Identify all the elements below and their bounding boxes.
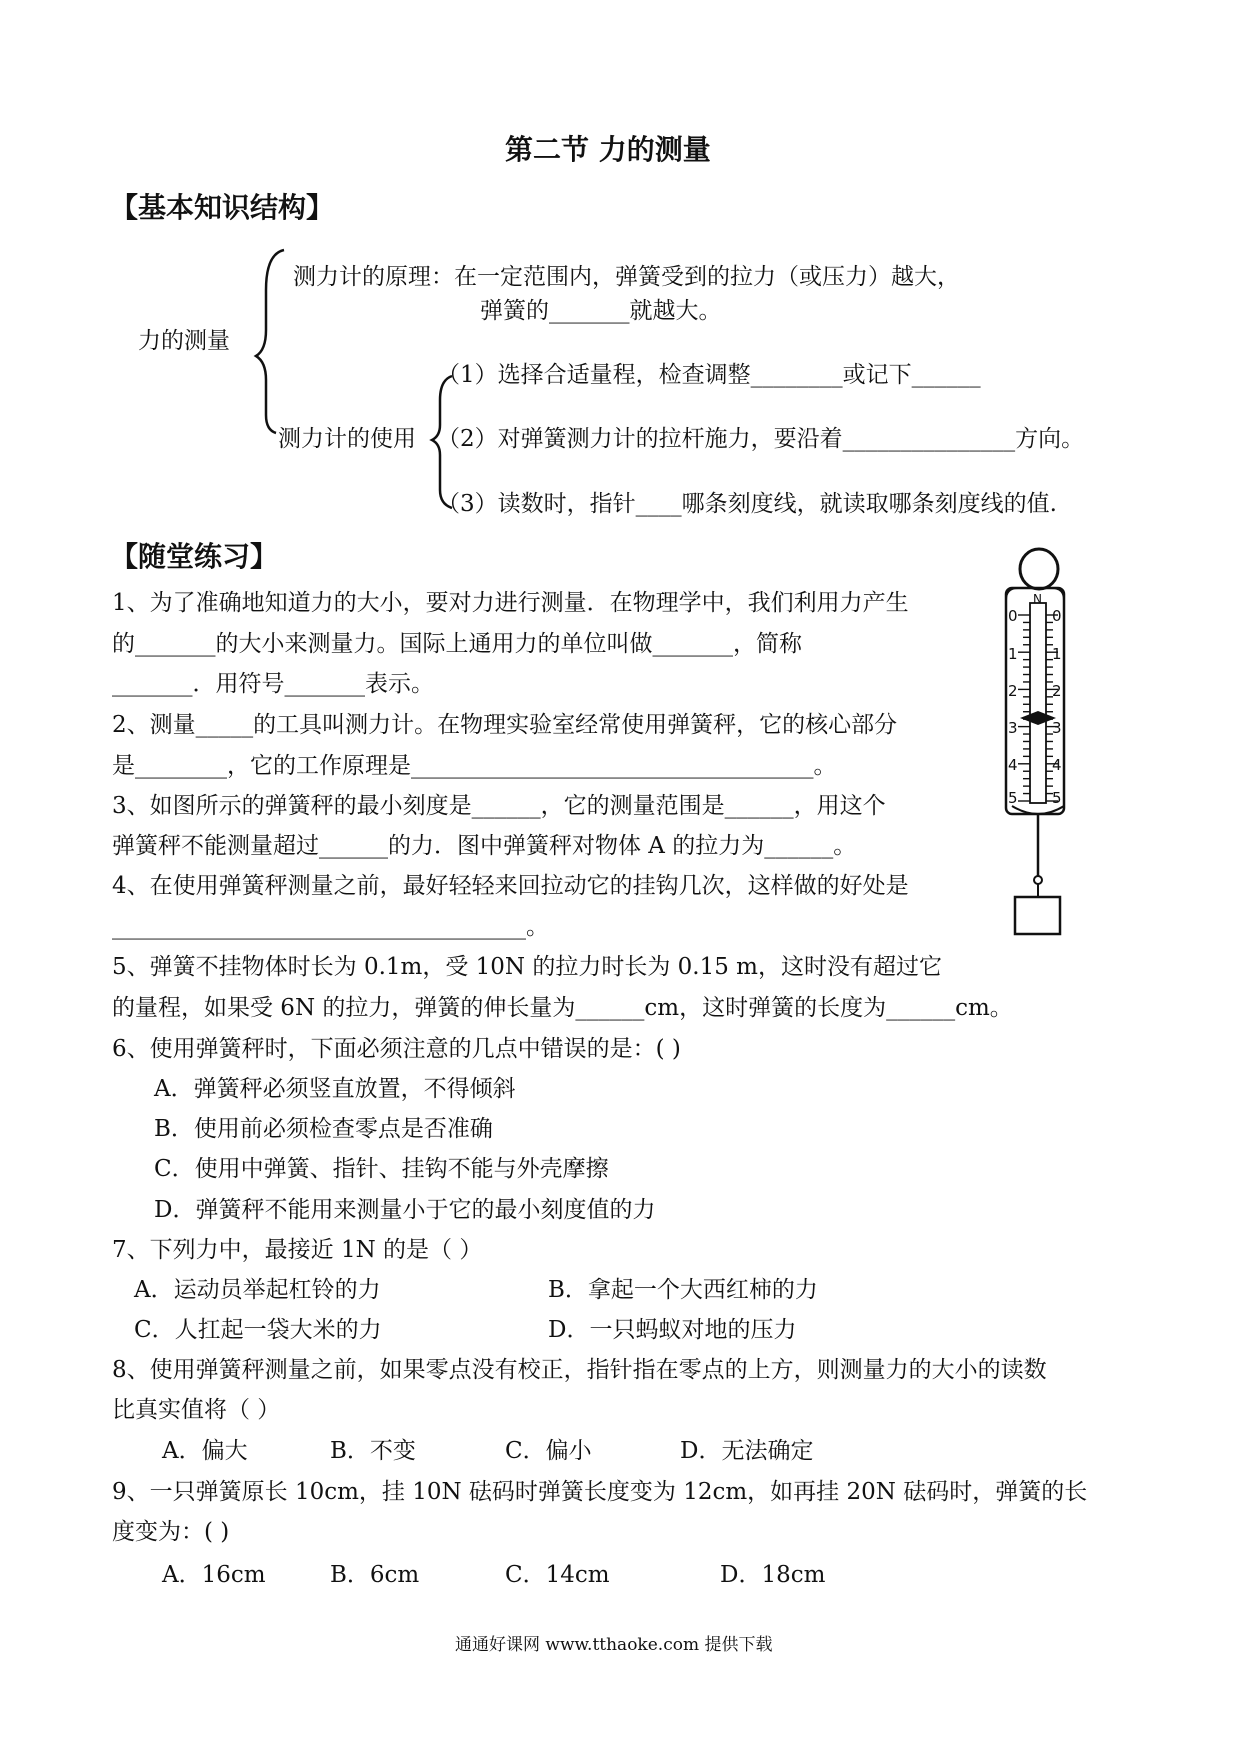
principle-line-2: 弹簧的_______就越大。 [480, 298, 722, 324]
scale-left-2: 2 [1008, 682, 1018, 700]
scale-right-1: 1 [1052, 645, 1062, 663]
scale-right-5: 5 [1052, 789, 1062, 807]
q8-option-c: C．偏小 [505, 1438, 592, 1464]
q8-option-a: A．偏大 [162, 1438, 248, 1464]
q6-option-a: A．弹簧秤必须竖直放置，不得倾斜 [154, 1076, 516, 1102]
q1-line-2: 的_______的大小来测量力。国际上通用力的单位叫做_______，简称 [112, 631, 802, 657]
scale-right-0: 0 [1052, 607, 1062, 625]
scale-left-4: 4 [1008, 756, 1018, 774]
q7-option-d: D．一只蚂蚁对地的压力 [548, 1317, 797, 1343]
root-label: 力的测量 [138, 328, 230, 354]
scale-hook-icon [1034, 876, 1042, 884]
q7-option-b: B．拿起一个大西红柿的力 [548, 1277, 818, 1303]
usage-step-1: （1）选择合适量程，检查调整________或记下______ [437, 362, 981, 388]
q8-option-d: D．无法确定 [680, 1438, 814, 1464]
scale-left-3: 3 [1008, 719, 1018, 737]
q9-option-b: B．6cm [330, 1562, 420, 1588]
q6-option-d: D．弹簧秤不能用来测量小于它的最小刻度值的力 [154, 1197, 656, 1223]
scale-left-0: 0 [1008, 607, 1018, 625]
q3-line-2: 弹簧秤不能测量超过______的力．图中弹簧秤对物体 A 的拉力为______。 [112, 833, 857, 859]
q2-line-2: 是________，它的工作原理是___________________________________。 [112, 753, 837, 779]
scale-left-5: 5 [1008, 789, 1018, 807]
usage-step-3: （3）读数时，指针____哪条刻度线，就读取哪条刻度线的值. [437, 491, 1057, 517]
q5-line-1: 5、弹簧不挂物体时长为 0.1m，受 10N 的拉力时长为 0.15 m，这时没有超过它 [112, 954, 942, 980]
q4-line-2: ____________________________________。 [112, 914, 549, 940]
q5-line-2: 的量程，如果受 6N 的拉力，弹簧的伸长量为______cm，这时弹簧的长度为______cm。 [112, 995, 1013, 1021]
spring-scale-tube [1030, 603, 1046, 803]
q9-option-d: D．18cm [720, 1562, 826, 1588]
q7-stem: 7、下列力中，最接近 1N 的是（ ） [112, 1237, 483, 1263]
q8-stem-line-1: 8、使用弹簧秤测量之前，如果零点没有校正，指针指在零点的上方，则测量力的大小的读数 [112, 1357, 1047, 1383]
q1-line-1: 1、为了准确地知道力的大小，要对力进行测量．在物理学中，我们利用力产生 [112, 590, 909, 616]
q6-option-b: B．使用前必须检查零点是否准确 [154, 1116, 493, 1142]
scale-right-2: 2 [1052, 682, 1062, 700]
scale-right-3: 3 [1052, 719, 1062, 737]
section-heading-practice: 【随堂练习】 [110, 540, 279, 573]
scale-pointer [1020, 711, 1056, 725]
spring-scale-ring [1020, 549, 1058, 589]
q9-stem-line-1: 9、一只弹簧原长 10cm，挂 10N 砝码时弹簧长度变为 12cm，如再挂 20N 砝码时，弹簧的长 [112, 1479, 1088, 1505]
q6-option-c: C．使用中弹簧、指针、挂钩不能与外壳摩擦 [154, 1156, 609, 1182]
scale-unit-label: N [1033, 592, 1042, 606]
q9-stem-line-2: 度变为：( ) [112, 1519, 230, 1545]
q2-line-1: 2、测量_____的工具叫测力计。在物理实验室经常使用弹簧秤，它的核心部分 [112, 712, 898, 738]
scale-right-4: 4 [1052, 756, 1062, 774]
principle-line-1: 测力计的原理：在一定范围内，弹簧受到的拉力（或压力）越大， [293, 264, 960, 290]
q1-line-3: _______．用符号_______表示。 [112, 671, 434, 697]
q3-line-1: 3、如图所示的弹簧秤的最小刻度是______，它的测量范围是______，用这个 [112, 793, 886, 819]
page-footer: 通通好课网 www.tthaoke.com 提供下载 [455, 1635, 773, 1655]
usage-label: 测力计的使用 [278, 426, 416, 452]
scale-left-1: 1 [1008, 645, 1018, 663]
q8-option-b: B．不变 [330, 1438, 416, 1464]
weight-object-a [1015, 897, 1060, 934]
q4-line-1: 4、在使用弹簧秤测量之前，最好轻轻来回拉动它的挂钩几次，这样做的好处是 [112, 873, 909, 899]
section-heading-knowledge: 【基本知识结构】 [110, 191, 335, 224]
usage-step-2: （2）对弹簧测力计的拉杆施力，要沿着_______________方向。 [437, 426, 1085, 452]
q9-option-a: A．16cm [162, 1562, 266, 1588]
q8-stem-line-2: 比真实值将（ ） [112, 1397, 281, 1423]
page-title: 第二节 力的测量 [505, 133, 711, 166]
q7-option-a: A．运动员举起杠铃的力 [134, 1277, 381, 1303]
q9-option-c: C．14cm [505, 1562, 610, 1588]
q6-stem: 6、使用弹簧秤时，下面必须注意的几点中错误的是：( ) [112, 1036, 681, 1062]
q7-option-c: C．人扛起一袋大米的力 [134, 1317, 382, 1343]
